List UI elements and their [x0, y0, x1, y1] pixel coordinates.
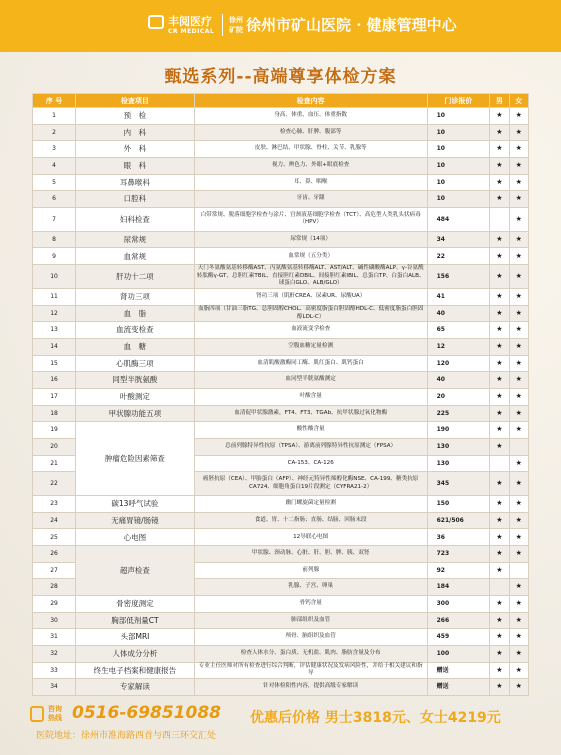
row-number: 11 — [33, 289, 76, 306]
row-content: 血液流变学检查 — [194, 322, 427, 339]
hospital-emblem: 徐州矿院 — [229, 16, 243, 34]
table-header-row — [33, 94, 529, 108]
row-number: 10 — [33, 265, 76, 289]
row-price: 34 — [427, 231, 490, 248]
row-number: 27 — [33, 562, 76, 579]
row-number: 13 — [33, 322, 76, 339]
row-number: 31 — [33, 629, 76, 646]
row-content: 血同型半胱氨酸测定 — [194, 372, 427, 389]
table-row — [33, 512, 529, 529]
male-star: ★ — [490, 108, 509, 125]
female-star: ★ — [509, 455, 528, 472]
male-star: ★ — [490, 612, 509, 629]
row-number: 19 — [33, 422, 76, 439]
row-number: 21 — [33, 455, 76, 472]
row-price: 10 — [427, 124, 490, 141]
table-row — [33, 405, 529, 422]
row-item-name: 专家解读 — [76, 679, 195, 696]
row-content: 乳腺、子宫、卵巢 — [194, 579, 427, 596]
row-item-name: 血常规 — [76, 248, 195, 265]
brand-logo — [148, 10, 220, 40]
row-price: 345 — [427, 472, 490, 496]
hospital-address: 医院地址：徐州市淮海路西首与西三环交汇处 — [36, 731, 217, 741]
logo-en-text: CR MEDICAL — [168, 28, 215, 35]
row-number: 28 — [33, 579, 76, 596]
promo-price: 优惠后价格 男士3818元、女士4219元 — [250, 710, 501, 726]
table-row — [33, 355, 529, 372]
phone-label: 咨询热线 — [48, 705, 62, 722]
female-star: ★ — [509, 596, 528, 613]
row-content: 幽门螺旋菌定量检测 — [194, 496, 427, 513]
male-star: ★ — [490, 438, 509, 455]
checkup-table-wrap — [32, 93, 529, 696]
female-star: ★ — [509, 108, 528, 125]
row-content: 检查人体水分、蛋白质、无机盐、肌肉、脂肪含量及分布 — [194, 645, 427, 662]
male-star: ★ — [490, 355, 509, 372]
female-star: ★ — [509, 662, 528, 679]
row-content: CA-153、CA-126 — [194, 455, 427, 472]
row-number: 5 — [33, 174, 76, 191]
row-content: 专业主任医师对所有检查进行综合判断，评估健康状况及发病风险性，并给于相关建议和指导 — [194, 662, 427, 679]
male-star: ★ — [490, 305, 509, 322]
row-price: 100 — [427, 645, 490, 662]
row-price: 266 — [427, 612, 490, 629]
row-content: 肺部组织及血管 — [194, 612, 427, 629]
table-row — [33, 372, 529, 389]
table-row — [33, 157, 529, 174]
row-content: 检查心肺、肝脾、腹部等 — [194, 124, 427, 141]
female-star: ★ — [509, 339, 528, 356]
table-row — [33, 529, 529, 546]
row-price: 459 — [427, 629, 490, 646]
header-item: 检查项目 — [76, 94, 195, 108]
male-star: ★ — [490, 265, 509, 289]
female-star: ★ — [509, 265, 528, 289]
row-price: 10 — [427, 174, 490, 191]
row-item-name: 头部MRI — [76, 629, 195, 646]
row-number: 18 — [33, 405, 76, 422]
table-row — [33, 679, 529, 696]
table-row — [33, 207, 529, 231]
row-content: 血清肌酸激酶同工酶、肌红蛋白、肌钙蛋白 — [194, 355, 427, 372]
row-content: 皮肤、淋巴结、甲状腺、脊柱、关节、乳腺等 — [194, 141, 427, 158]
female-star: ★ — [509, 629, 528, 646]
row-number: 15 — [33, 355, 76, 372]
row-price: 40 — [427, 372, 490, 389]
male-star: ★ — [490, 629, 509, 646]
row-price: 10 — [427, 108, 490, 125]
row-number: 7 — [33, 207, 76, 231]
female-star: ★ — [509, 248, 528, 265]
row-number: 22 — [33, 472, 76, 496]
row-price: 190 — [427, 422, 490, 439]
row-price: 484 — [427, 207, 490, 231]
row-price: 22 — [427, 248, 490, 265]
female-star: ★ — [509, 305, 528, 322]
female-star: ★ — [509, 141, 528, 158]
row-number: 34 — [33, 679, 76, 696]
row-item-name: 尿常规 — [76, 231, 195, 248]
female-star: ★ — [509, 372, 528, 389]
header-male: 男 — [490, 94, 509, 108]
header-price: 门诊报价 — [427, 94, 490, 108]
row-item-name: 超声检查 — [76, 546, 195, 596]
male-star: ★ — [490, 372, 509, 389]
row-price: 120 — [427, 355, 490, 372]
row-price: 184 — [427, 579, 490, 596]
male-star: ★ — [490, 472, 509, 496]
row-content: 酸性酸含量 — [194, 422, 427, 439]
table-row — [33, 124, 529, 141]
row-item-name: 血 糖 — [76, 339, 195, 356]
male-star: ★ — [490, 124, 509, 141]
row-number: 26 — [33, 546, 76, 563]
row-content: 前列腺 — [194, 562, 427, 579]
female-star: ★ — [509, 579, 528, 596]
row-item-name: 内 科 — [76, 124, 195, 141]
female-star: ★ — [509, 124, 528, 141]
table-row — [33, 496, 529, 513]
phone-number: 0516-69851088 — [72, 703, 221, 723]
row-item-name: 碳13呼气试验 — [76, 496, 195, 513]
female-star: ★ — [509, 174, 528, 191]
female-star: ★ — [509, 472, 528, 496]
row-item-name: 心电图 — [76, 529, 195, 546]
header-divider — [222, 14, 223, 36]
row-content: 空腹血糖定量检测 — [194, 339, 427, 356]
row-content: 血清促甲状腺激素，FT4、FT3、TGAb、抗甲状腺过氧化物酶 — [194, 405, 427, 422]
row-number: 32 — [33, 645, 76, 662]
row-number: 8 — [33, 231, 76, 248]
row-price: 65 — [427, 322, 490, 339]
male-star: ★ — [490, 596, 509, 613]
female-star: ★ — [509, 355, 528, 372]
row-item-name: 外 科 — [76, 141, 195, 158]
row-price: 10 — [427, 141, 490, 158]
male-star: ★ — [490, 529, 509, 546]
table-row — [33, 248, 529, 265]
male-star: ★ — [490, 248, 509, 265]
female-star: ★ — [509, 388, 528, 405]
row-item-name: 人体成分分析 — [76, 645, 195, 662]
male-star: ★ — [490, 496, 509, 513]
row-content: 骨钙含量 — [194, 596, 427, 613]
header-female: 女 — [509, 94, 528, 108]
row-item-name: 心肌酶三项 — [76, 355, 195, 372]
row-content: 尿常规（14项） — [194, 231, 427, 248]
row-number: 3 — [33, 141, 76, 158]
row-number: 1 — [33, 108, 76, 125]
row-price: 12 — [427, 339, 490, 356]
row-number: 20 — [33, 438, 76, 455]
row-number: 33 — [33, 662, 76, 679]
row-item-name: 口腔科 — [76, 191, 195, 208]
male-star: ★ — [490, 339, 509, 356]
female-star: ★ — [509, 207, 528, 231]
female-star: ★ — [509, 289, 528, 306]
row-number: 24 — [33, 512, 76, 529]
male-star: ★ — [490, 231, 509, 248]
row-price: 10 — [427, 157, 490, 174]
male-star — [490, 579, 509, 596]
table-row — [33, 322, 529, 339]
row-item-name: 肾功三项 — [76, 289, 195, 306]
table-body — [33, 108, 529, 696]
row-content: 叶酸含量 — [194, 388, 427, 405]
table-row — [33, 108, 529, 125]
male-star: ★ — [490, 289, 509, 306]
male-star: ★ — [490, 157, 509, 174]
female-star: ★ — [509, 496, 528, 513]
female-star: ★ — [509, 512, 528, 529]
female-star — [509, 438, 528, 455]
male-star — [490, 207, 509, 231]
female-star: ★ — [509, 405, 528, 422]
table-row — [33, 546, 529, 563]
row-item-name: 叶酸测定 — [76, 388, 195, 405]
row-content: 血脂四项（甘油三脂TG、总胆固醇CHOL、高密度脂蛋白胆固醇HDL-C、低密度脂蛋白胆固醇LDL-C） — [194, 305, 427, 322]
female-star: ★ — [509, 645, 528, 662]
male-star: ★ — [490, 388, 509, 405]
table-row — [33, 305, 529, 322]
table-row — [33, 265, 529, 289]
female-star: ★ — [509, 322, 528, 339]
row-item-name: 同型半胱氨酸 — [76, 372, 195, 389]
row-content: 耳、鼻、咽喉 — [194, 174, 427, 191]
row-item-name: 骨密度测定 — [76, 596, 195, 613]
male-star: ★ — [490, 512, 509, 529]
row-price: 36 — [427, 529, 490, 546]
row-content: 针对体检阳性内容，提供高级专家解读 — [194, 679, 427, 696]
table-row — [33, 191, 529, 208]
row-price: 621/506 — [427, 512, 490, 529]
male-star: ★ — [490, 174, 509, 191]
male-star: ★ — [490, 562, 509, 579]
female-star: ★ — [509, 612, 528, 629]
header-bar — [0, 0, 561, 52]
female-star: ★ — [509, 679, 528, 696]
table-row — [33, 662, 529, 679]
row-item-name: 眼 科 — [76, 157, 195, 174]
row-number: 14 — [33, 339, 76, 356]
row-number: 29 — [33, 596, 76, 613]
row-price: 赠送 — [427, 662, 490, 679]
table-row — [33, 231, 529, 248]
table-row — [33, 141, 529, 158]
page-title: 甄选系列--高端尊享体检方案 — [164, 67, 397, 87]
row-price: 723 — [427, 546, 490, 563]
male-star: ★ — [490, 141, 509, 158]
row-content: 牙齿、牙龈 — [194, 191, 427, 208]
row-number: 25 — [33, 529, 76, 546]
row-price: 130 — [427, 455, 490, 472]
male-star: ★ — [490, 546, 509, 563]
row-content: 颅骨、脑组织及血管 — [194, 629, 427, 646]
table-row — [33, 422, 529, 439]
row-content: 视力、辨色力、外眼+眼底检查 — [194, 157, 427, 174]
row-number: 12 — [33, 305, 76, 322]
row-number: 9 — [33, 248, 76, 265]
table-row — [33, 339, 529, 356]
male-star: ★ — [490, 645, 509, 662]
table-row — [33, 174, 529, 191]
row-number: 16 — [33, 372, 76, 389]
header-content: 检查内容 — [194, 94, 427, 108]
row-price: 40 — [427, 305, 490, 322]
row-number: 2 — [33, 124, 76, 141]
row-price: 150 — [427, 496, 490, 513]
table-row — [33, 289, 529, 306]
row-number: 23 — [33, 496, 76, 513]
row-content: 肾功三项（肌酐CREA、尿素UR、尿酸UA） — [194, 289, 427, 306]
row-number: 6 — [33, 191, 76, 208]
row-item-name: 终生电子档案和健康报告 — [76, 662, 195, 679]
male-star: ★ — [490, 191, 509, 208]
row-item-name: 预 检 — [76, 108, 195, 125]
row-price: 156 — [427, 265, 490, 289]
row-price: 赠送 — [427, 679, 490, 696]
row-item-name: 血流变检查 — [76, 322, 195, 339]
row-content: 12导联心电图 — [194, 529, 427, 546]
header-no: 序 号 — [33, 94, 76, 108]
row-content: 天门冬氨酸氨基转移酶AST、丙氨酸氨基转移酶ALT、AST/ALT、碱性磷酸酶ALP、γ-谷氨酰转肽酶γ-GT、总胆红素TBIL、直接胆红素DBIL、间接胆红素IBIL、总蛋白TP、白蛋白ALB、球蛋白GLO、ALB/GLO） — [194, 265, 427, 289]
female-star: ★ — [509, 157, 528, 174]
row-content: 身高、体重、血压、体重指数 — [194, 108, 427, 125]
checkup-table — [32, 93, 529, 696]
female-star — [509, 562, 528, 579]
row-number: 30 — [33, 612, 76, 629]
row-price: 92 — [427, 562, 490, 579]
row-content: 癌胚抗原（CEA）、甲胎蛋白（AFP）、神经元特异性烯醇化酶NSE、CA-199、糖类抗原CA724、细胞角蛋白19片段测定（CYFRA21-2） — [194, 472, 427, 496]
female-star: ★ — [509, 529, 528, 546]
table-row — [33, 612, 529, 629]
row-price: 41 — [427, 289, 490, 306]
logo-cn-text: 丰阅医疗 — [168, 15, 212, 28]
row-item-name: 肝功十二项 — [76, 265, 195, 289]
row-price: 20 — [427, 388, 490, 405]
row-content: 总前列腺特异性抗原（TPSA）、游离前列腺特异性抗原测定（FPSA） — [194, 438, 427, 455]
female-star: ★ — [509, 546, 528, 563]
row-item-name: 血 脂 — [76, 305, 195, 322]
male-star — [490, 455, 509, 472]
female-star: ★ — [509, 231, 528, 248]
table-row — [33, 645, 529, 662]
row-content: 甲状腺、颈动脉、心脏、肝、胆、脾、胰、双肾 — [194, 546, 427, 563]
male-star: ★ — [490, 405, 509, 422]
logo-mark-icon — [148, 15, 164, 29]
table-row — [33, 629, 529, 646]
row-item-name: 肿瘤危险因素筛查 — [76, 422, 195, 496]
male-star: ★ — [490, 422, 509, 439]
female-star: ★ — [509, 422, 528, 439]
row-item-name: 无痛胃镜/肠镜 — [76, 512, 195, 529]
row-item-name: 耳鼻喉科 — [76, 174, 195, 191]
table-row — [33, 388, 529, 405]
row-price: 10 — [427, 191, 490, 208]
row-item-name: 胸部低剂量CT — [76, 612, 195, 629]
table-row — [33, 596, 529, 613]
male-star: ★ — [490, 322, 509, 339]
row-content: 血常规（五分类） — [194, 248, 427, 265]
row-content: 白带常规、脱落细胞学检查与涂片、宫颈液基细胞学检查（TCT）、高危型人类乳头状病毒（HPV） — [194, 207, 427, 231]
male-star: ★ — [490, 679, 509, 696]
row-content: 食道、胃、十二指肠；直肠、结肠、回肠末段 — [194, 512, 427, 529]
hospital-name: 徐州市矿山医院 · 健康管理中心 — [246, 16, 457, 34]
male-star: ★ — [490, 662, 509, 679]
row-item-name: 妇科检查 — [76, 207, 195, 231]
female-star: ★ — [509, 191, 528, 208]
row-price: 300 — [427, 596, 490, 613]
row-number: 17 — [33, 388, 76, 405]
row-number: 4 — [33, 157, 76, 174]
row-price: 225 — [427, 405, 490, 422]
row-item-name: 甲状腺功能五项 — [76, 405, 195, 422]
row-price: 130 — [427, 438, 490, 455]
phone-icon — [30, 706, 44, 722]
